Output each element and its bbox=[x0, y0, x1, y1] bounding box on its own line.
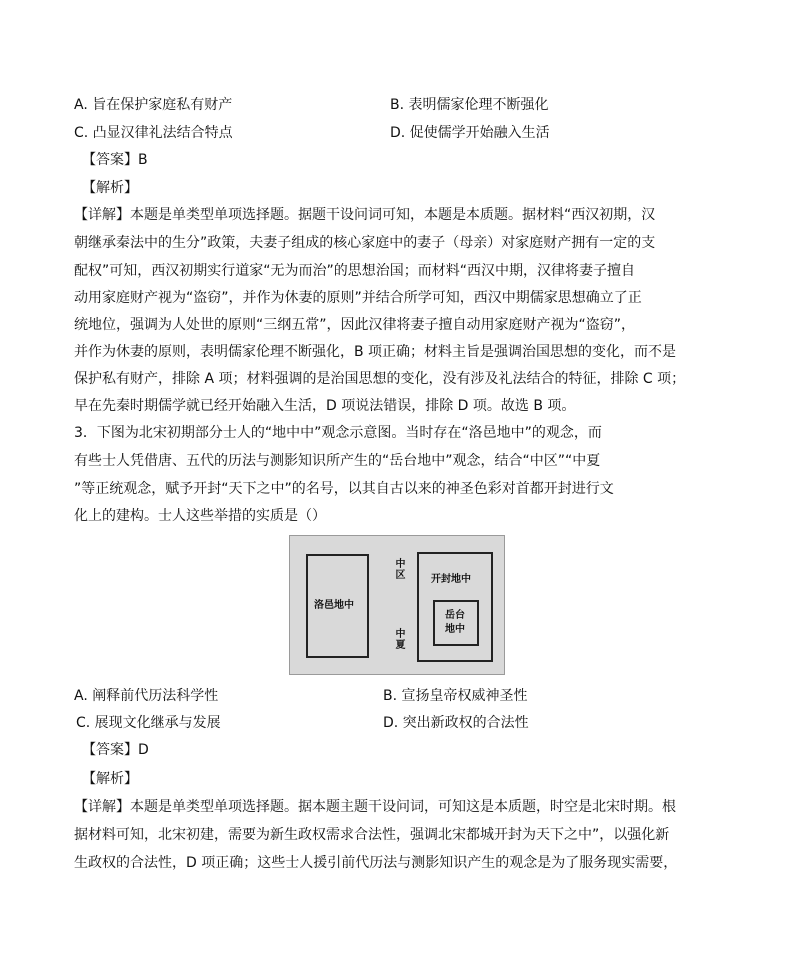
zhongxia-label: 中夏 bbox=[393, 628, 404, 650]
dizhong-concept-diagram bbox=[289, 535, 505, 675]
yuetai-box bbox=[433, 600, 479, 646]
q3-option-d: D. 突出新政权的合法性 bbox=[383, 715, 529, 731]
luoyi-label: 洛邑地中 bbox=[314, 600, 354, 611]
kaifeng-box bbox=[417, 552, 493, 662]
q2-answer: 【答案】B bbox=[82, 152, 148, 168]
q2-option-d: D. 促使儒学开始融入生活 bbox=[390, 125, 550, 141]
q2-option-b: B. 表明儒家伦理不断强化 bbox=[390, 97, 549, 113]
q2-option-c: C. 凸显汉律礼法结合特点 bbox=[74, 125, 233, 141]
kaifeng-label: 开封地中 bbox=[431, 574, 471, 585]
q2-detail-line: 配权”可知，西汉初期实行道家“无为而治”的思想治国；而材料“西汉中期，汉律将妻子擅自 bbox=[74, 263, 636, 279]
q3-stem-line: 化上的建构。士人这些举措的实质是（） bbox=[74, 508, 326, 524]
q3-detail-line: 据材料可知，北宋初建，需要为新生政权需求合法性，强调北宋都城开封为天下之中”，以强化新 bbox=[74, 827, 670, 843]
q2-detail-line: 早在先秦时期儒学就已经开始融入生活，D 项说法错误，排除 D 项。故选 B 项。 bbox=[74, 398, 576, 414]
q2-analysis-label: 【解析】 bbox=[82, 180, 138, 196]
luoyi-box bbox=[306, 554, 369, 658]
q2-detail-line: 保护私有财产，排除 A 项；材料强调的是治国思想的变化，没有涉及礼法结合的特征，排除 C 项； bbox=[74, 371, 686, 387]
q2-detail-line: 朝继承秦法中的生分”政策，夫妻子组成的核心家庭中的妻子（母亲）对家庭财产拥有一定的支 bbox=[74, 235, 656, 251]
q3-stem-line: 3．下图为北宋初期部分士人的“地中中”观念示意图。当时存在“洛邑地中”的观念，而 bbox=[74, 425, 602, 441]
q3-detail-line: 【详解】本题是单类型单项选择题。据本题主题干设问词，可知这是本质题，时空是北宋时期。根 bbox=[74, 799, 676, 815]
q2-detail-line: 统地位，强调为人处世的原则“三纲五常”，因此汉律将妻子擅自动用家庭财产视为“盗窃”， bbox=[74, 317, 636, 333]
q3-option-c: C. 展现文化继承与发展 bbox=[76, 715, 221, 731]
q3-answer: 【答案】D bbox=[82, 742, 149, 758]
q2-option-a: A. 旨在保护家庭私有财产 bbox=[74, 97, 233, 113]
zhongqu-label: 中区 bbox=[393, 558, 404, 580]
q2-detail-line: 【详解】本题是单类型单项选择题。据题干设问词可知，本题是本质题。据材料“西汉初期，汉 bbox=[74, 207, 656, 223]
yuetai-label-top: 岳台 bbox=[445, 610, 465, 621]
q2-detail-line: 并作为休妻的原则，表明儒家伦理不断强化，B 项正确；材料主旨是强调治国思想的变化，而不是 bbox=[74, 344, 677, 360]
q3-option-a: A. 阐释前代历法科学性 bbox=[74, 688, 219, 704]
q3-detail-line: 生政权的合法性，D 项正确；这些士人援引前代历法与测影知识产生的观念是为了服务现实需要， bbox=[74, 855, 678, 871]
q3-stem-line: ”等正统观念，赋予开封“天下之中”的名号，以其自古以来的神圣色彩对首都开封进行文 bbox=[74, 481, 614, 497]
q3-stem-line: 有些士人凭借唐、五代的历法与测影知识所产生的“岳台地中”观念，结合“中区”“中夏 bbox=[74, 453, 601, 469]
q2-detail-line: 动用家庭财产视为“盗窃”，并作为休妻的原则”并结合所学可知，西汉中期儒家思想确立了正 bbox=[74, 290, 642, 306]
yuetai-label-bottom: 地中 bbox=[445, 624, 465, 635]
q3-analysis-label: 【解析】 bbox=[82, 771, 138, 787]
q3-option-b: B. 宣扬皇帝权威神圣性 bbox=[383, 688, 528, 704]
